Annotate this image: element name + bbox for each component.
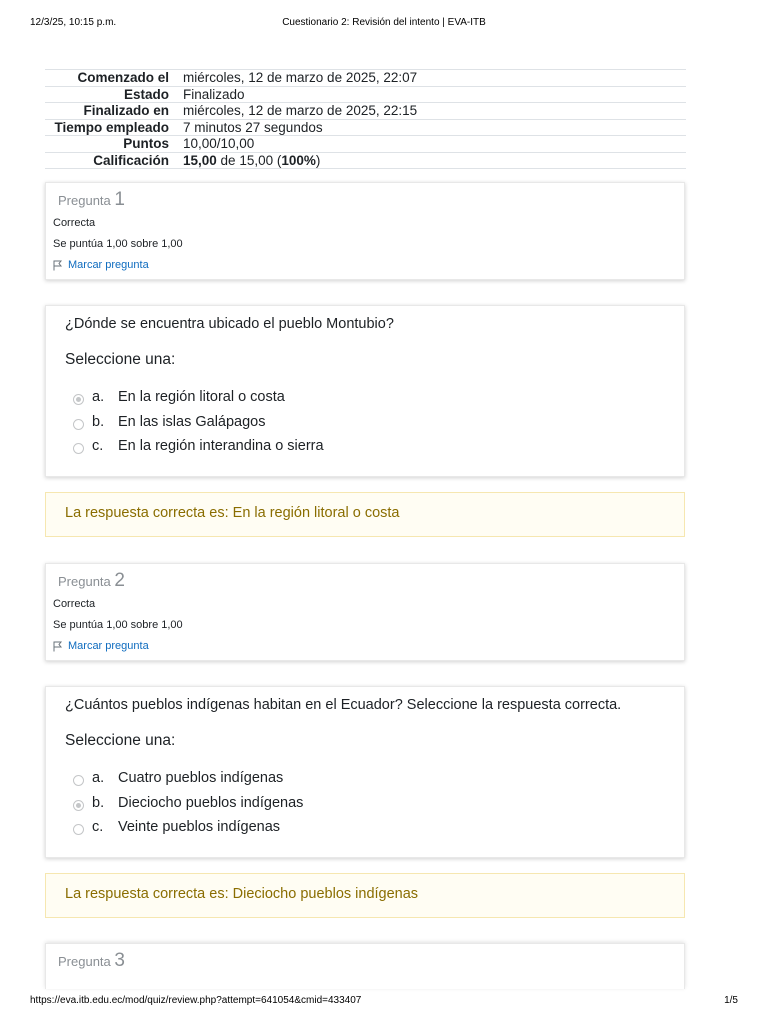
- flag-question-label: Marcar pregunta: [68, 259, 149, 271]
- summary-grade-value: [183, 152, 686, 169]
- summary-value: miércoles, 12 de marzo de 2025, 22:15: [183, 103, 686, 120]
- summary-value: Finalizado: [183, 86, 686, 103]
- flag-question-link[interactable]: [53, 259, 149, 271]
- summary-row: [45, 86, 686, 103]
- answer-text: En las islas Galápagos: [118, 414, 266, 430]
- summary-value: miércoles, 12 de marzo de 2025, 22:07: [183, 70, 686, 87]
- summary-row-grade: [45, 152, 686, 169]
- question-label: Pregunta: [58, 954, 111, 969]
- grade-score: 15,00: [183, 152, 217, 168]
- print-datetime: 12/3/25, 10:15 p.m.: [30, 17, 117, 28]
- question-info-card: [45, 563, 685, 661]
- question-state: Correcta: [53, 598, 96, 610]
- grade-close: ): [315, 152, 321, 168]
- grade-of: de 15,00 (: [216, 152, 282, 168]
- answer-letter: c.: [92, 438, 104, 454]
- answer-option[interactable]: [73, 818, 280, 836]
- summary-label: Comenzado el: [45, 70, 183, 87]
- question-label: Pregunta: [58, 193, 111, 208]
- radio-button[interactable]: [73, 824, 84, 835]
- radio-button-checked[interactable]: [73, 394, 84, 405]
- radio-button-checked[interactable]: [73, 800, 84, 811]
- print-page-number: 1/5: [724, 995, 738, 1006]
- summary-label: Finalizado en: [45, 103, 183, 120]
- answer-option[interactable]: [73, 437, 324, 455]
- summary-label: Estado: [45, 86, 183, 103]
- radio-button[interactable]: [73, 443, 84, 454]
- flag-question-link[interactable]: [53, 640, 149, 652]
- answer-text: En la región interandina o sierra: [118, 438, 324, 454]
- answer-option[interactable]: [73, 413, 266, 431]
- question-prompt: Seleccione una:: [65, 732, 176, 749]
- summary-row: [45, 119, 686, 136]
- print-footer: [30, 995, 738, 1009]
- grade-percent: 100%: [281, 152, 316, 168]
- question-heading: [58, 570, 125, 592]
- summary-value: 7 minutos 27 segundos: [183, 119, 686, 136]
- answer-text: Dieciocho pueblos indígenas: [118, 795, 304, 811]
- answer-letter: c.: [92, 819, 104, 835]
- radio-button[interactable]: [73, 419, 84, 430]
- flag-question-label: Marcar pregunta: [68, 640, 149, 652]
- question-label: Pregunta: [58, 574, 111, 589]
- question-text: ¿Dónde se encuentra ubicado el pueblo Montubio?: [65, 316, 394, 332]
- summary-row: [45, 103, 686, 120]
- attempt-summary-table: [45, 69, 686, 169]
- radio-button[interactable]: [73, 775, 84, 786]
- summary-row: [45, 70, 686, 87]
- correct-answer-feedback: [45, 873, 685, 918]
- question-text: ¿Cuántos pueblos indígenas habitan en el Ecuador? Seleccione la respuesta correcta.: [65, 697, 622, 713]
- answer-letter: a.: [92, 770, 105, 786]
- flag-icon: [53, 641, 63, 652]
- print-page-title: Cuestionario 2: Revisión del intento | EVA-ITB: [282, 17, 486, 28]
- question-prompt: Seleccione una:: [65, 351, 176, 368]
- question-grade: Se puntúa 1,00 sobre 1,00: [53, 238, 183, 250]
- answer-letter: a.: [92, 389, 105, 405]
- feedback-text: La respuesta correcta es: En la región litoral o costa: [65, 505, 400, 521]
- question-number: 3: [114, 950, 125, 971]
- summary-value: 10,00/10,00: [183, 136, 686, 153]
- summary-label: Calificación: [45, 152, 183, 169]
- flag-icon: [53, 260, 63, 271]
- question-state: Correcta: [53, 217, 96, 229]
- summary-label: Puntos: [45, 136, 183, 153]
- question-heading: [58, 189, 125, 211]
- question-content-card: [45, 686, 685, 858]
- print-url: https://eva.itb.edu.ec/mod/quiz/review.php?attempt=641054&cmid=433407: [30, 995, 362, 1006]
- question-info-card: [45, 943, 685, 989]
- answer-text: Veinte pueblos indígenas: [118, 819, 281, 835]
- summary-row: [45, 136, 686, 153]
- question-info-card: [45, 182, 685, 280]
- answer-letter: b.: [92, 795, 105, 811]
- answer-option[interactable]: [73, 388, 285, 406]
- question-number: 1: [114, 189, 125, 210]
- question-grade: Se puntúa 1,00 sobre 1,00: [53, 619, 183, 631]
- question-content-card: [45, 305, 685, 477]
- summary-label: Tiempo empleado: [45, 119, 183, 136]
- answer-text: Cuatro pueblos indígenas: [118, 770, 284, 786]
- answer-option[interactable]: [73, 794, 303, 812]
- feedback-text: La respuesta correcta es: Dieciocho pueblos indígenas: [65, 886, 419, 902]
- answer-letter: b.: [92, 414, 105, 430]
- question-heading: [58, 950, 125, 972]
- question-number: 2: [114, 570, 125, 591]
- answer-text: En la región litoral o costa: [118, 389, 285, 405]
- print-header: [30, 17, 738, 31]
- answer-option[interactable]: [73, 769, 283, 787]
- correct-answer-feedback: [45, 492, 685, 537]
